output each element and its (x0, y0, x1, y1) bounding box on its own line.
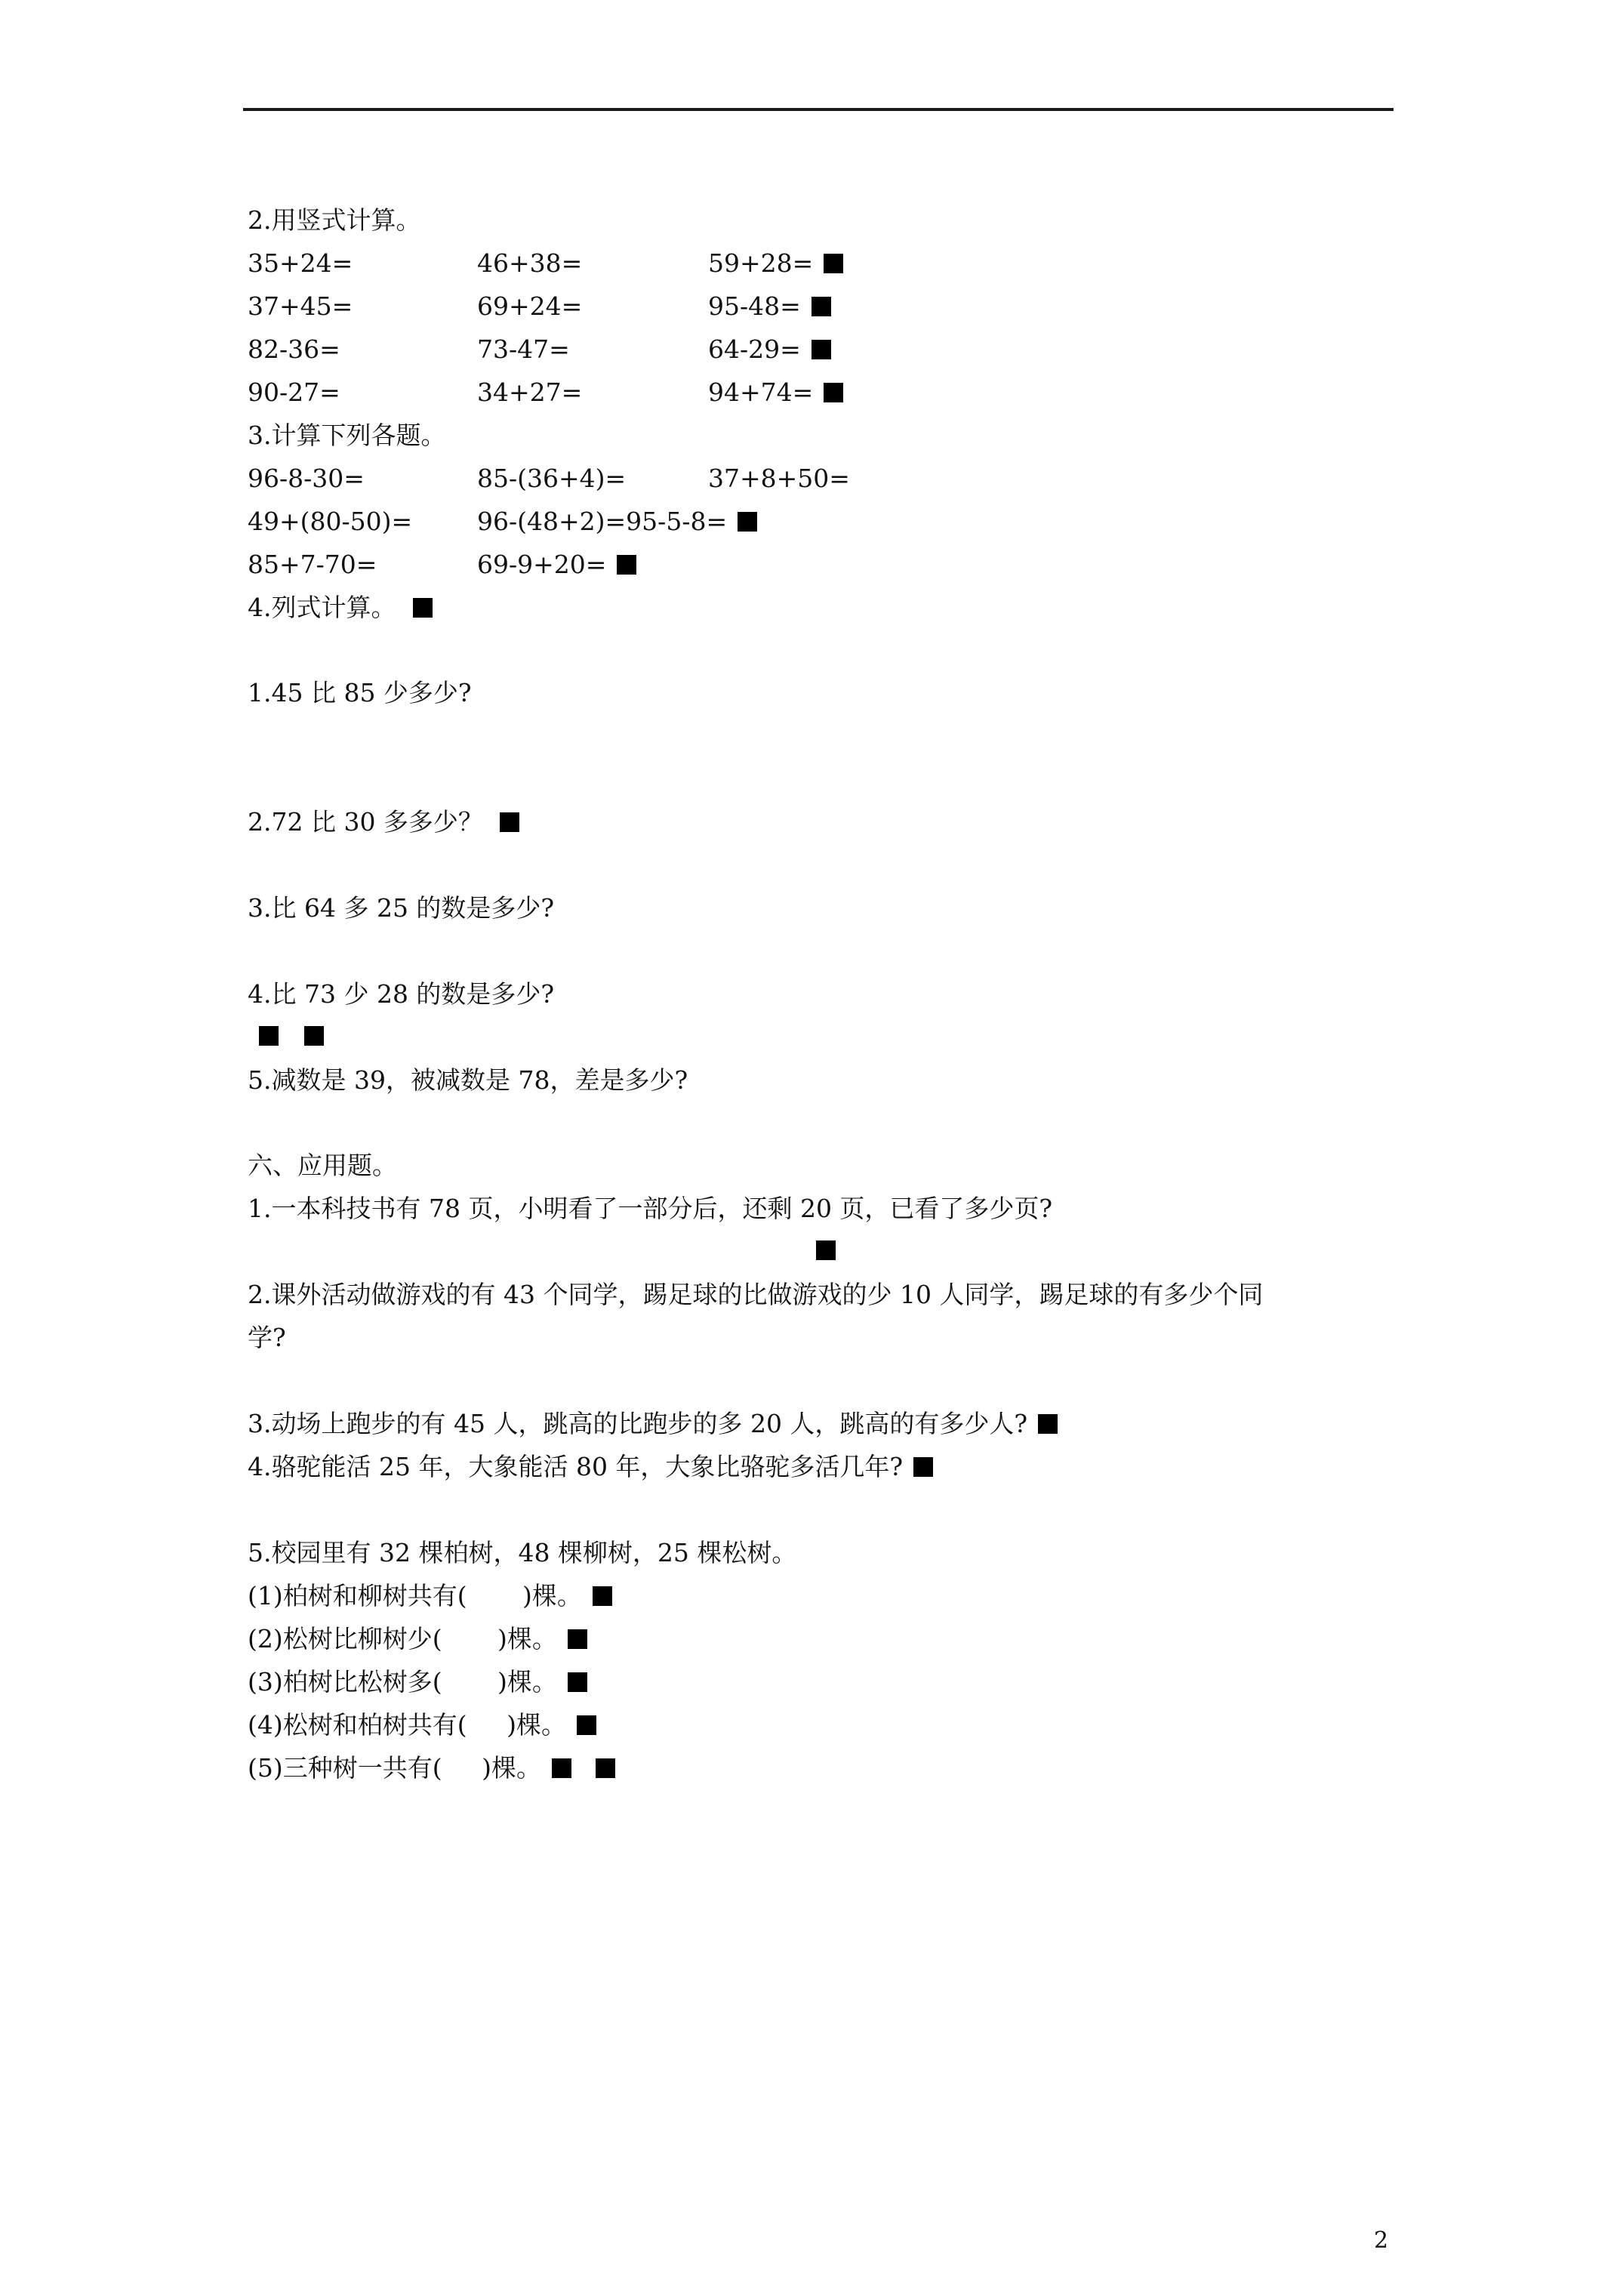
application-problem-continued: 学? (248, 1323, 286, 1352)
redaction-square (552, 1758, 571, 1778)
redaction-square (593, 1586, 612, 1606)
section-4-title: 4.列式计算。 (248, 593, 433, 623)
redaction-square (577, 1715, 596, 1735)
redaction-square (259, 1026, 279, 1046)
redaction-square (304, 1026, 324, 1046)
problem-cell: 64-29= (708, 334, 831, 365)
problem-cell: 73-47= (477, 334, 570, 364)
redaction-square (738, 512, 757, 532)
problem-cell: 69+24= (477, 291, 583, 321)
question: 5.减数是 39，被减数是 78，差是多少? (248, 1065, 688, 1095)
problem-cell: 46+38= (477, 248, 583, 278)
sub-question: (4)松树和柏树共有( )棵。 (248, 1710, 596, 1740)
sub-question: (3)柏树比松树多( )棵。 (248, 1667, 587, 1697)
redaction-square (824, 254, 843, 273)
problem-cell: 95-48= (708, 291, 831, 322)
problem-cell: 69-9+20= (477, 550, 636, 580)
problem-cell: 37+8+50= (708, 464, 850, 493)
redaction-square (500, 812, 519, 832)
redaction-square (568, 1629, 587, 1649)
section-2-title: 2.用竖式计算。 (248, 205, 421, 235)
application-problem: 3.动场上跑步的有 45 人，跳高的比跑步的多 20 人，跳高的有多少人? (248, 1409, 1058, 1439)
sub-question: (2)松树比柳树少( )棵。 (248, 1624, 587, 1654)
redaction-square (596, 1758, 615, 1778)
redaction-square (824, 383, 843, 402)
application-problem: 5.校园里有 32 棵柏树，48 棵柳树，25 棵松树。 (248, 1538, 797, 1567)
redaction-square (913, 1457, 933, 1477)
problem-cell: 59+28= (708, 248, 843, 279)
problem-cell: 96-(48+2)=95-5-8= (477, 507, 757, 537)
application-problem: 2.课外活动做游戏的有 43 个同学，踢足球的比做游戏的少 10 人同学，踢足球的有多少个同 (248, 1280, 1264, 1309)
application-problem: 4.骆驼能活 25 年，大象能活 80 年，大象比骆驼多活几年? (248, 1452, 933, 1482)
section-6-title: 六、应用题。 (248, 1151, 397, 1180)
problem-cell: 35+24= (248, 248, 353, 278)
question: 4.比 73 少 28 的数是多少? (248, 979, 555, 1009)
redaction-square (568, 1672, 587, 1692)
problem-cell: 90-27= (248, 378, 340, 407)
sub-question: (1)柏树和柳树共有( )棵。 (248, 1581, 612, 1611)
page-number: 2 (1374, 2227, 1389, 2254)
problem-cell: 34+27= (477, 378, 583, 407)
problem-cell: 37+45= (248, 291, 353, 321)
problem-cell: 85+7-70= (248, 550, 377, 579)
header-rule (243, 108, 1394, 111)
redaction-square (1038, 1414, 1058, 1434)
sub-question: (5)三种树一共有( )棵。 (248, 1753, 615, 1783)
question: 3.比 64 多 25 的数是多少? (248, 893, 555, 923)
problem-cell: 94+74= (708, 378, 843, 408)
problem-cell: 82-36= (248, 334, 340, 364)
problem-cell: 96-8-30= (248, 464, 365, 493)
redaction-square (617, 555, 636, 575)
redaction-square (413, 598, 433, 618)
problem-cell: 85-(36+4)= (477, 464, 627, 493)
redaction-square (812, 297, 831, 316)
question: 1.45 比 85 少多少? (248, 678, 472, 707)
problem-cell: 49+(80-50)= (248, 507, 413, 536)
redaction-square (812, 340, 831, 359)
question: 2.72 比 30 多多少？ (248, 807, 519, 837)
application-problem: 1.一本科技书有 78 页，小明看了一部分后，还剩 20 页，已看了多少页? (248, 1194, 1053, 1223)
redaction-square (816, 1240, 836, 1260)
section-3-title: 3.计算下列各题。 (248, 421, 446, 450)
